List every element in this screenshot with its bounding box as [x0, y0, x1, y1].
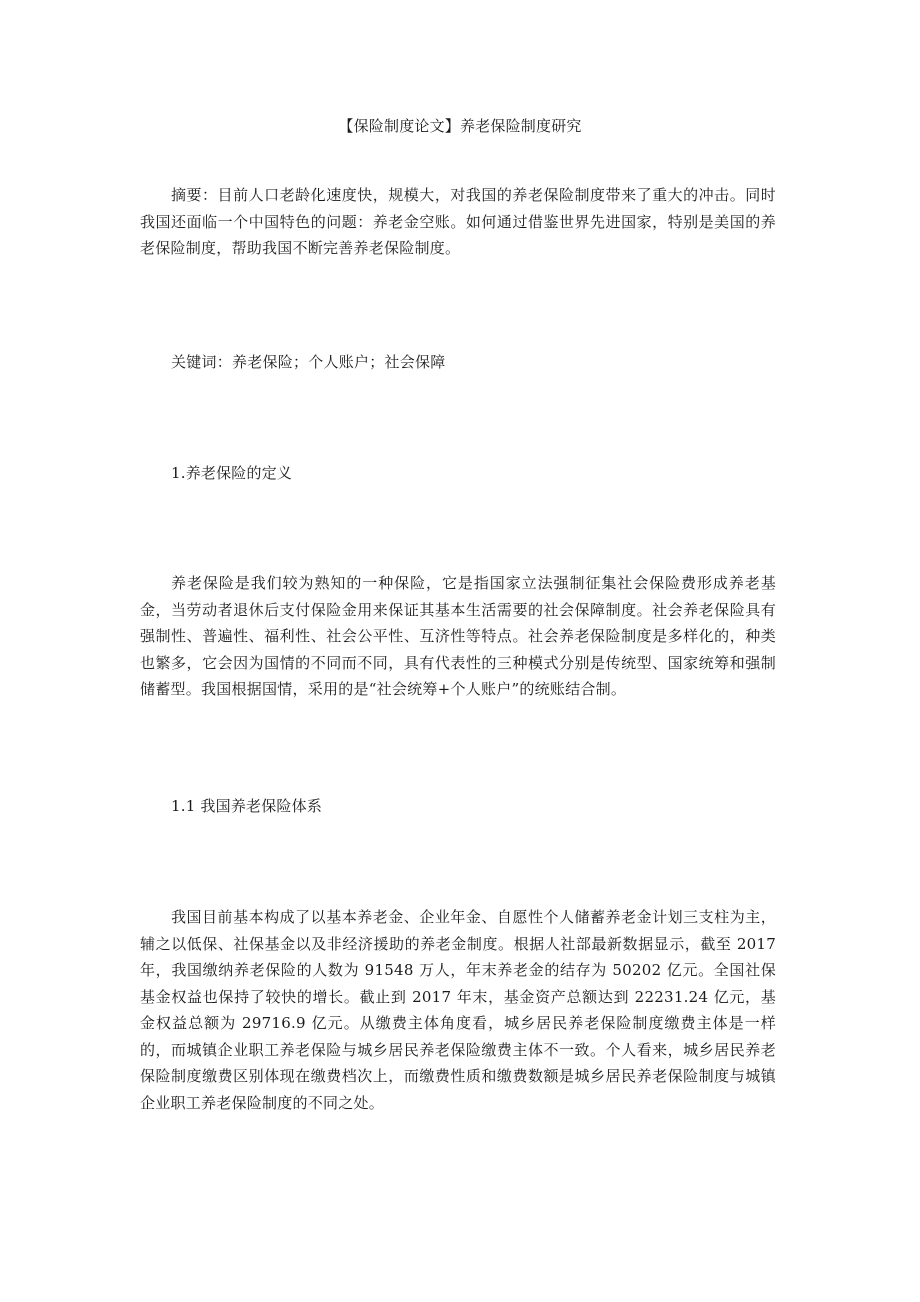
document-title: 【保险制度论文】养老保险制度研究: [338, 117, 582, 135]
section-1-body: 养老保险是我们较为熟知的一种保险，它是指国家立法强制征集社会保险费形成养老基金，当劳动者退休后支付保险金用来保证其基本生活需要的社会保障制度。社会养老保险具有强制性、普遍性、福利性、社会公平性、互济性等特点。社会养老保险制度是多样化的，种类也繁多，它会因为国情的不同而不同，具有代表性的三种模式分别是传统型、国家统筹和强制储蓄型。我国根据国情，采用的是“社会统筹+个人账户”的统账结合制。: [140, 574, 776, 698]
section-1-1-heading: 1.1 我国养老保险体系: [171, 797, 323, 815]
abstract-paragraph: 摘要：目前人口老龄化速度快，规模大，对我国的养老保险制度带来了重大的冲击。同时我国还面临一个中国特色的问题：养老金空账。如何通过借鉴世界先进国家，特别是美国的养老保险制度，帮助我国不断完善养老保险制度。: [140, 186, 776, 257]
section-1-1-body: 我国目前基本构成了以基本养老金、企业年金、自愿性个人储蓄养老金计划三支柱为主，辅之以低保、社保基金以及非经济援助的养老金制度。根据人社部最新数据显示，截至 2017 年，我国缴纳养老保险的人数为 91548 万人，年末养老金的结存为 50202 亿元。全国社保基金权益也保持了较快的增长。截止到 2017 年末，基金资产总额达到 22231.24 亿元，基金权益总额为 29716.9 亿元。从缴费主体角度看，城乡居民养老保险制度缴费主体是一样的，而城镇企业职工养老保险与城乡居民养老保险缴费主体不一致。个人看来，城乡居民养老保险制度缴费区别体现在缴费档次上，而缴费性质和缴费数额是城乡居民养老保险制度与城镇企业职工养老保险制度的不同之处。: [140, 908, 776, 1112]
keywords-line: 关键词：养老保险；个人账户；社会保障: [171, 353, 446, 371]
section-1-heading: 1.养老保险的定义: [171, 464, 293, 482]
